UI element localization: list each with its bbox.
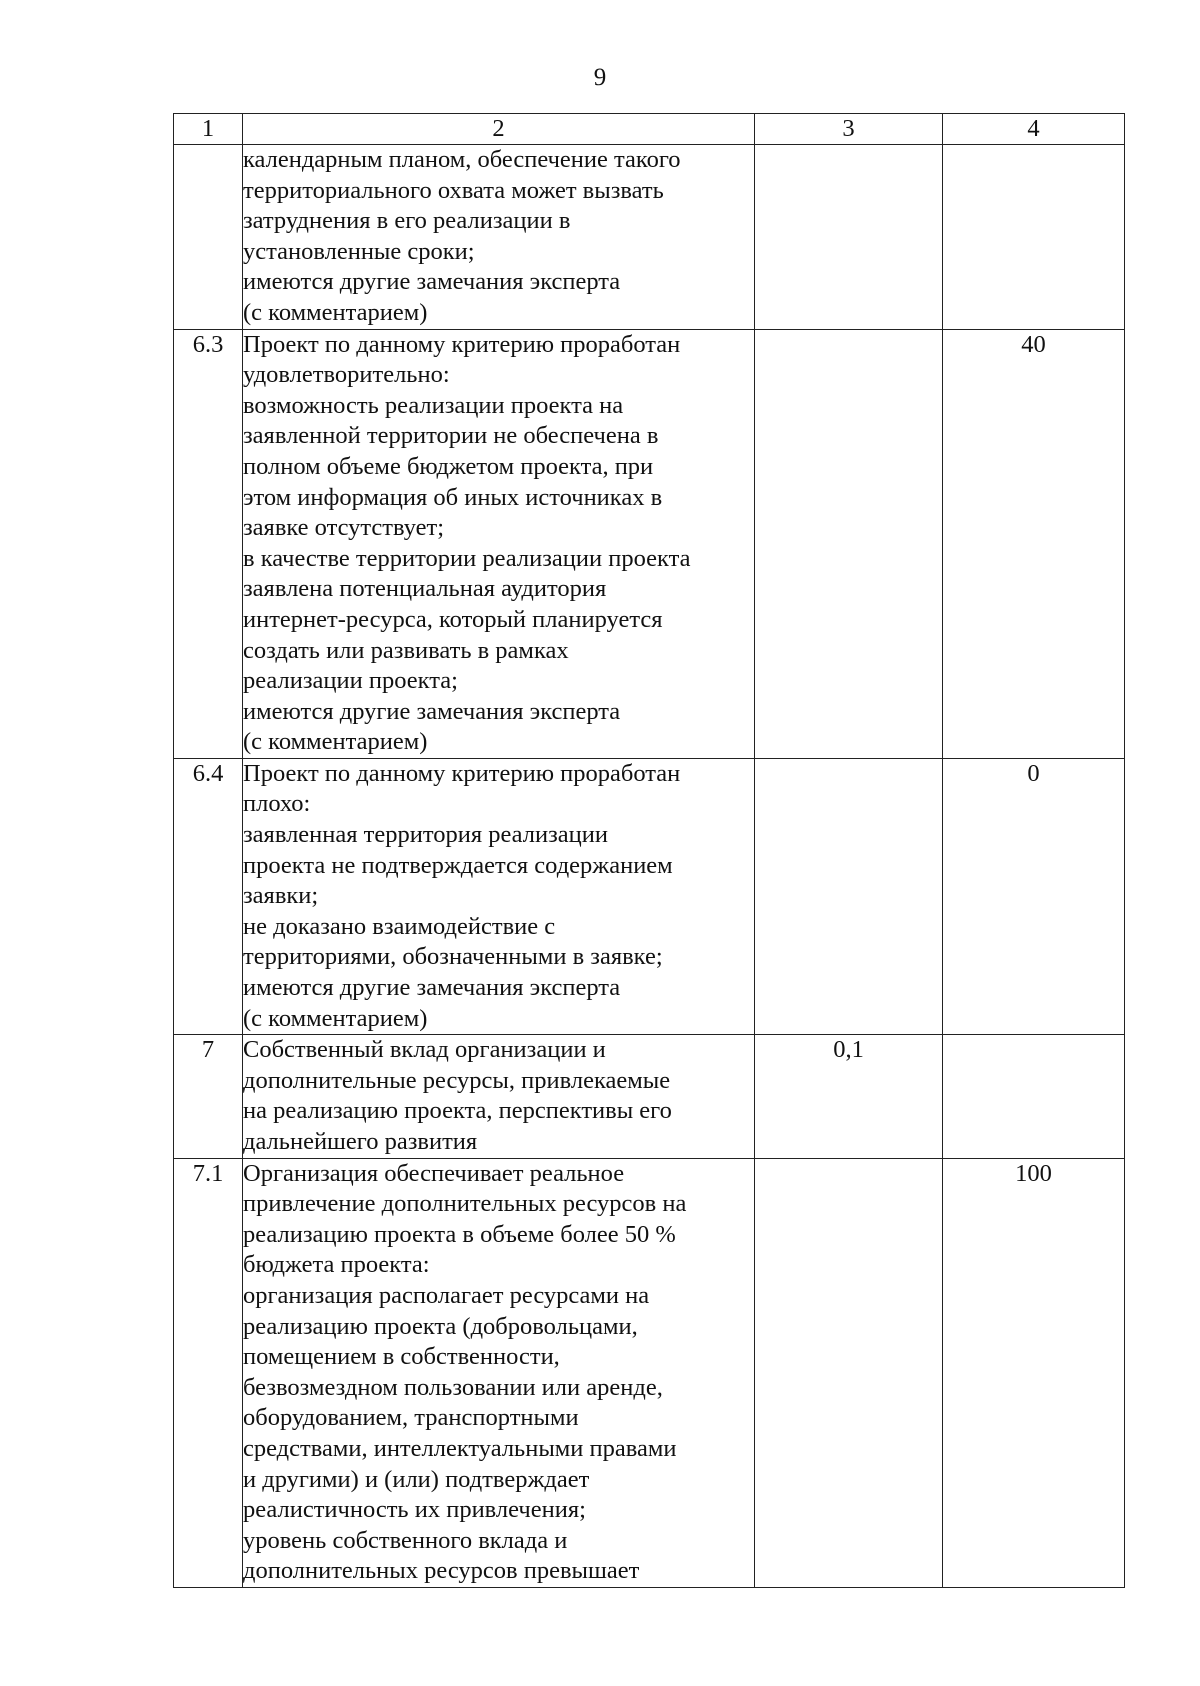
description-line: средствами, интеллектуальными правами <box>243 1434 677 1462</box>
description-line: создать или развивать в рамках <box>243 636 569 664</box>
description-line: имеются другие замечания эксперта <box>243 697 621 725</box>
description-line: помещением в собственности, <box>243 1343 560 1371</box>
table-row <box>174 329 1125 758</box>
description-line: безвозмездном пользовании или аренде, <box>243 1373 663 1401</box>
criterion-number: 6.3 <box>174 329 243 758</box>
description-line: заявлена потенциальная аудитория <box>243 575 607 603</box>
description-line: заявки; <box>243 882 319 910</box>
description-line: календарным планом, обеспечение такого <box>243 146 681 173</box>
criterion-score: 100 <box>943 1158 1125 1587</box>
description-line: Собственный вклад организации и <box>243 1036 606 1064</box>
description-line: удовлетворительно: <box>243 361 450 389</box>
header-cell-4: 4 <box>943 114 1125 145</box>
description-line: реализацию проекта в объеме более 50 % <box>243 1220 676 1248</box>
criterion-weight <box>755 329 943 758</box>
description-line: дальнейшего развития <box>243 1128 478 1155</box>
description-line: Проект по данному критерию проработан <box>243 759 681 787</box>
description-line: плохо: <box>243 790 311 818</box>
table-row <box>174 1158 1125 1587</box>
description-line: (с комментарием) <box>243 728 428 756</box>
description-line: территориального охвата может вызвать <box>243 176 664 204</box>
description-line: этом информация об иных источниках в <box>243 483 663 511</box>
description-line: (с комментарием) <box>243 298 428 326</box>
criterion-description <box>243 145 755 330</box>
criterion-score <box>943 1035 1125 1158</box>
description-line: бюджета проекта: <box>243 1251 430 1279</box>
description-line: заявленная территория реализации <box>243 821 608 849</box>
criterion-weight <box>755 758 943 1034</box>
description-line: Проект по данному критерию проработан <box>243 330 681 358</box>
criterion-number: 7.1 <box>174 1158 243 1587</box>
criterion-weight: 0,1 <box>755 1035 943 1158</box>
description-line: затруднения в его реализации в <box>243 207 571 235</box>
criterion-description <box>243 758 755 1034</box>
description-line: дополнительных ресурсов превышает <box>243 1557 640 1585</box>
page-number: 9 <box>593 64 607 91</box>
description-line: возможность реализации проекта на <box>243 391 624 419</box>
criterion-number: 6.4 <box>174 758 243 1034</box>
criterion-description <box>243 1158 755 1587</box>
table-row <box>174 145 1125 330</box>
criterion-description <box>243 1035 755 1158</box>
description-line: и другими) и (или) подтверждает <box>243 1465 590 1493</box>
table-row <box>174 1035 1125 1158</box>
description-line: привлечение дополнительных ресурсов на <box>243 1190 687 1218</box>
criterion-score: 40 <box>943 329 1125 758</box>
criterion-weight <box>755 145 943 330</box>
header-row <box>174 114 1125 145</box>
criterion-score <box>943 145 1125 330</box>
criterion-description <box>243 329 755 758</box>
description-line: реалистичность их привлечения; <box>243 1496 586 1524</box>
header-cell-2: 2 <box>243 114 755 145</box>
criterion-score: 0 <box>943 758 1125 1034</box>
header-cell-3: 3 <box>755 114 943 145</box>
description-line: интернет-ресурса, который планируется <box>243 605 663 633</box>
description-line: имеются другие замечания эксперта <box>243 974 621 1002</box>
description-line: территориями, обозначенными в заявке; <box>243 943 663 971</box>
description-line: дополнительные ресурсы, привлекаемые <box>243 1066 671 1094</box>
criterion-number <box>174 145 243 330</box>
description-line: оборудованием, транспортными <box>243 1404 579 1432</box>
criteria-table-body <box>174 114 1125 1588</box>
description-line: проекта не подтверждается содержанием <box>243 851 673 879</box>
header-cell-1: 1 <box>174 114 243 145</box>
description-line: установленные сроки; <box>243 237 475 265</box>
description-line: (с комментарием) <box>243 1004 428 1032</box>
description-line: заявке отсутствует; <box>243 514 445 542</box>
description-line: в качестве территории реализации проекта <box>243 544 691 572</box>
description-line: реализации проекта; <box>243 667 458 695</box>
description-line: имеются другие замечания эксперта <box>243 268 621 296</box>
criterion-weight <box>755 1158 943 1587</box>
description-line: заявленной территории не обеспечена в <box>243 422 659 450</box>
description-line: реализацию проекта (добровольцами, <box>243 1312 638 1340</box>
description-line: не доказано взаимодействие с <box>243 912 556 940</box>
description-line: на реализацию проекта, перспективы его <box>243 1097 672 1125</box>
description-line: организация располагает ресурсами на <box>243 1281 650 1309</box>
description-line: полном объеме бюджетом проекта, при <box>243 452 654 480</box>
table-row <box>174 758 1125 1034</box>
description-line: уровень собственного вклада и <box>243 1526 568 1554</box>
criteria-table <box>173 113 1125 1588</box>
description-line: Организация обеспечивает реальное <box>243 1159 625 1187</box>
criterion-number: 7 <box>174 1035 243 1158</box>
